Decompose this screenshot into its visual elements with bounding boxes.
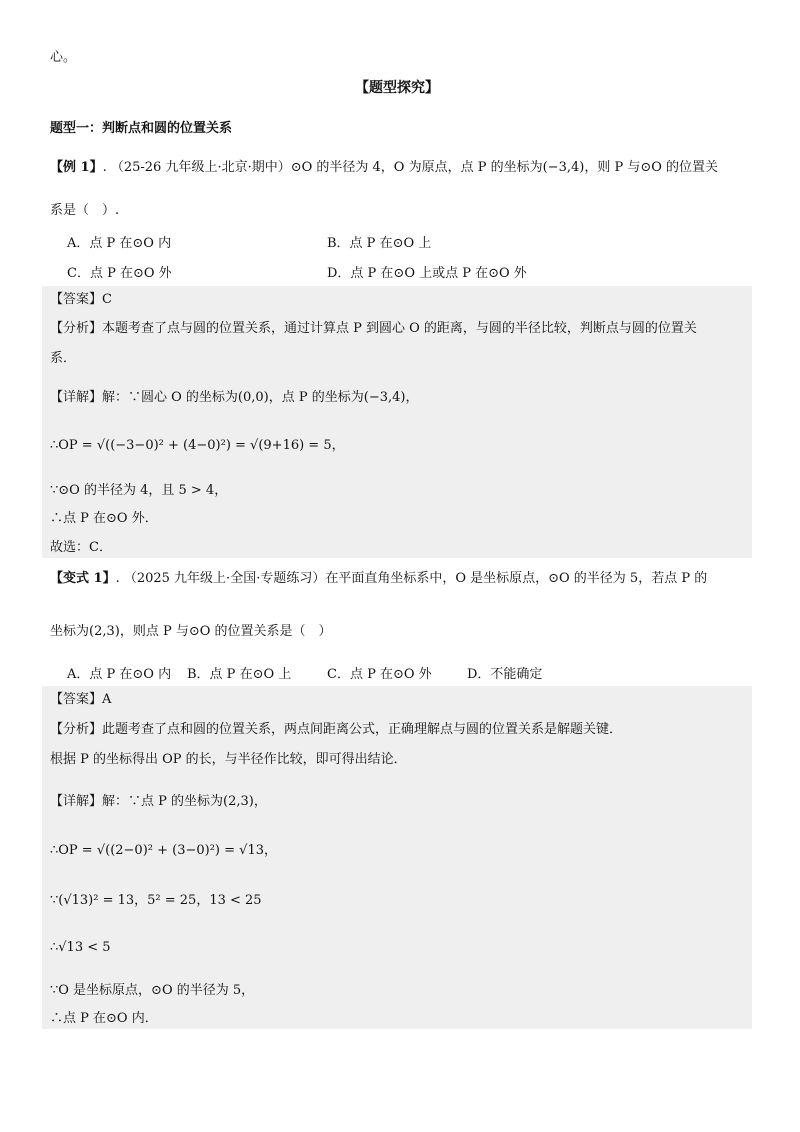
ex1-detail-line2: ∴OP = √((−3−0)² + (4−0)²) = √(9+16) = 5， xyxy=(50,438,345,453)
var1-detail-line6: ∴点 P 在⊙O 内． xyxy=(50,1011,158,1026)
ex1-option-c: C．点 P 在⊙O 外 xyxy=(67,266,172,281)
var1-analysis-line1: 【分析】此题考查了点和圆的位置关系，两点间距离公式，正确理解点与圆的位置关系是解题关键． xyxy=(50,722,623,737)
type1-title: 题型一：判断点和圆的位置关系 xyxy=(50,121,233,136)
ex1-detail-line1: 【详解】解：∵圆心 O 的坐标为(0,0)，点 P 的坐标为(−3,4)， xyxy=(50,390,419,405)
ex1-question-line1 xyxy=(50,160,718,176)
ex1-option-b: B．点 P 在⊙O 上 xyxy=(327,236,432,251)
ex1-analysis-line1: 【分析】本题考查了点与圆的位置关系，通过计算点 P 到圆心 O 的距离，与圆的半径比较，判断点与圆的位置关 xyxy=(50,321,697,336)
ex1-question-text: . （25-26 九年级上·北京·期中）⊙O 的半径为 4，O 为原点，点 P 的坐标为(−3,4)，则 P 与⊙O 的位置关 xyxy=(102,160,719,175)
var1-detail-line1: 【详解】解：∵点 P 的坐标为(2,3)， xyxy=(50,794,267,809)
var1-detail-line2: ∴OP = √((2−0)² + (3−0)²) = √13， xyxy=(50,843,277,858)
ex1-question-line2: 系是（ ）. xyxy=(50,203,120,218)
var1-label: 【变式 1】 xyxy=(50,571,116,586)
ex1-detail-line4: ∴点 P 在⊙O 外． xyxy=(50,511,158,526)
var1-answer: 【答案】A xyxy=(50,692,112,707)
ex1-label: 【例 1】 xyxy=(50,160,103,175)
var1-detail-line5: ∵O 是坐标原点，⊙O 的半径为 5， xyxy=(50,983,255,998)
top-fragment: 心。 xyxy=(50,50,77,65)
ex1-option-d: D．点 P 在⊙O 上或点 P 在⊙O 外 xyxy=(327,266,527,281)
ex1-analysis-line2: 系． xyxy=(50,351,77,366)
ex1-detail-line5: 故选：C． xyxy=(50,540,112,555)
var1-option-a: A．点 P 在⊙O 内 xyxy=(67,667,172,682)
var1-question-text: . （2025 九年级上·全国·专题练习）在平面直角坐标系中，O 是坐标原点，⊙O 的半径为 5，若点 P 的 xyxy=(115,571,708,586)
section-title: 【题型探究】 xyxy=(355,80,439,96)
var1-detail-line3: ∵(√13)² = 13，5² = 25，13 < 25 xyxy=(50,893,262,908)
var1-option-c: C．点 P 在⊙O 外 xyxy=(327,667,432,682)
var1-analysis-line2: 根据 P 的坐标得出 OP 的长，与半径作比较，即可得出结论． xyxy=(50,752,407,767)
var1-question-line1 xyxy=(50,571,707,587)
var1-option-d: D．不能确定 xyxy=(467,667,543,682)
var1-detail-line4: ∴√13 < 5 xyxy=(50,940,111,955)
ex1-answer: 【答案】C xyxy=(50,292,112,307)
var1-option-b: B．点 P 在⊙O 上 xyxy=(187,667,292,682)
var1-question-line2: 坐标为(2,3)，则点 P 与⊙O 的位置关系是（ ） xyxy=(50,624,332,639)
ex1-detail-line3: ∵⊙O 的半径为 4，且 5 > 4， xyxy=(50,483,228,498)
ex1-option-a: A．点 P 在⊙O 内 xyxy=(67,236,172,251)
